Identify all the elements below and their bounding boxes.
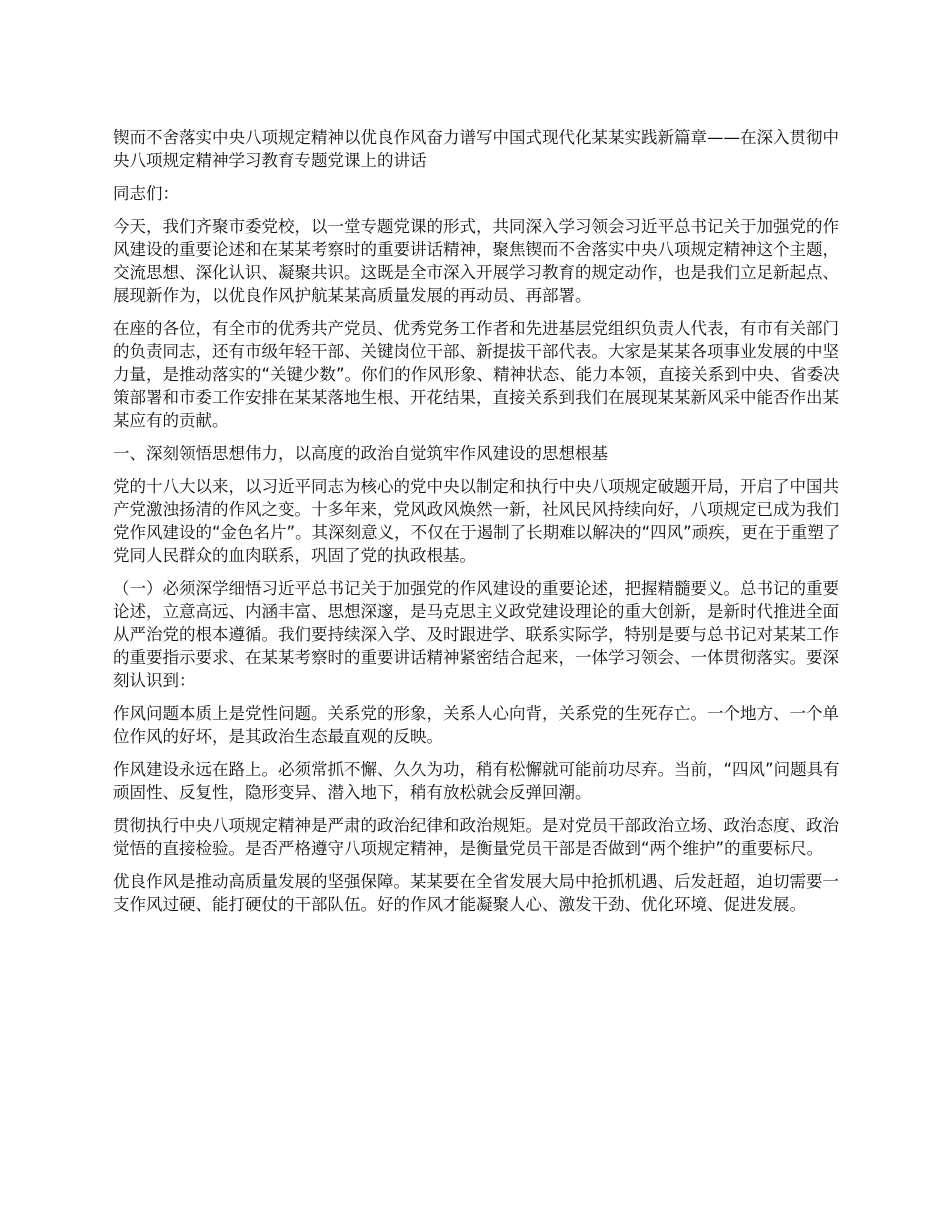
paragraph-audience: 在座的各位，有全市的优秀共产党员、优秀党务工作者和先进基层党组织负责人代表，有市有关部门的负责同志，还有市级年轻干部、关键岗位干部、新提拔干部代表。大家是某某各项事业发展的中坚力量，是推动落实的“关键少数”。你们的作风形象、精神状态、能力本领，直接关系到中央、省委决策部署和市委工作安排在某某落地生根、开花结果，直接关系到我们在展现某某新风采中能否作出某某应有的贡献。 xyxy=(113,319,840,430)
point-ongoing: 作风建设永远在路上。必须常抓不懈、久久为功，稍有松懈就可能前功尽弃。当前，“四风”问题具有顽固性、反复性，隐形变异、潜入地下，稍有放松就会反弹回潮。 xyxy=(113,760,840,802)
point-guarantee: 优良作风是推动高质量发展的坚强保障。某某要在全省发展大局中抢抓机遇、后发赶超，迫切需要一支作风过硬、能打硬仗的干部队伍。好的作风才能凝聚人心、激发干劲、优化环境、促进发展。 xyxy=(113,872,839,914)
salutation: 同志们： xyxy=(113,184,179,203)
document-page xyxy=(113,126,843,926)
section-heading-1: 一、深刻领悟思想伟力，以高度的政治自觉筑牢作风建设的思想根基 xyxy=(113,444,608,463)
point-party-spirit: 作风问题本质上是党性问题。关系党的形象，关系人心向背，关系党的生死存亡。一个地方、一个单位作风的好坏，是其政治生态最直观的反映。 xyxy=(113,704,839,746)
paragraph-background: 党的十八大以来，以习近平同志为核心的党中央以制定和执行中央八项规定破题开局，开启了中国共产党激浊扬清的作风之变。十多年来，党风政风焕然一新，社风民风持续向好，八项规定已成为我们党作风建设的“金色名片”。其深刻意义，不仅在于遏制了长期难以解决的“四风”顽疾，更在于重塑了党同人民群众的血肉联系，巩固了党的执政根基。 xyxy=(113,477,841,565)
paragraph-intro: 今天，我们齐聚市委党校，以一堂专题党课的形式，共同深入学习领会习近平总书记关于加强党的作风建设的重要论述和在某某考察时的重要讲话精神，聚焦锲而不舍落实中央八项规定精神这个主题，交流思想、深化认识、凝聚共识。这既是全市深入开展学习教育的规定动作，也是我们立足新起点、展现新作为，以优良作风护航某某高质量发展的再动员、再部署。 xyxy=(113,217,839,305)
document-title: 锲而不舍落实中央八项规定精神以优良作风奋力谱写中国式现代化某某实践新篇章——在深入贯彻中央八项规定精神学习教育专题党课上的讲话 xyxy=(113,128,839,170)
subsection-1: （一）必须深学细悟习近平总书记关于加强党的作风建设的重要论述，把握精髓要义。总书记的重要论述，立意高远、内涵丰富、思想深邃，是马克思主义政党建设理论的重大创新，是新时代推进全面从严治党的根本遵循。我们要持续深入学、及时跟进学、联系实际学，特别是要与总书记对某某工作的重要指示要求、在某某考察时的重要讲话精神紧密结合起来，一体学习领会、一体贯彻落实。要深刻认识到： xyxy=(113,579,839,690)
point-discipline: 贯彻执行中央八项规定精神是严肃的政治纪律和政治规矩。是对党员干部政治立场、政治态度、政治觉悟的直接检验。是否严格遵守八项规定精神，是衡量党员干部是否做到“两个维护”的重要标尺。 xyxy=(113,816,839,858)
